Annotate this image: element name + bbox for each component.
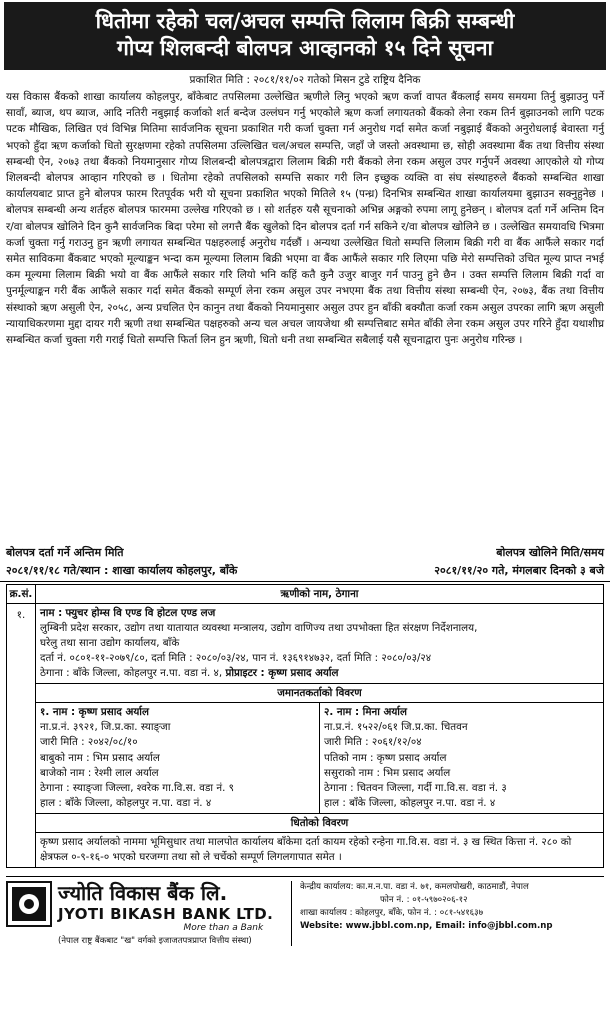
borrower-address-2: घरेलु तथा साना उद्योग कार्यालय, बाँके <box>40 637 180 649</box>
borrower-name: फ्युचर होम्स वि एण्ड वि होटल एण्ड लज <box>65 607 216 619</box>
bank-licence-note: (नेपाल राष्ट्र बैंकबाट "ख" वर्गको इजाजतपत्रप्राप्त वित्तीय संस्था) <box>58 936 252 947</box>
guarantor-2-line-5: ठेगाना : चितवन जिल्ला, गर्दी गा.वि.स. वडा नं. ३ <box>324 782 507 795</box>
opening-date-value: २०८१/११/२० गते, मंगलबार दिनको ३ बजे <box>434 564 604 577</box>
title-line-2: गोप्य शिलबन्दी बोलपत्र आव्हानको १५ दिने सूचना <box>117 36 493 60</box>
bank-tagline: More than a Bank <box>183 923 264 934</box>
guarantor-2-line-1: ना.प्र.नं. १५२२/०६१ जि.प्र.का. चितवन <box>324 721 468 734</box>
borrower-table <box>6 584 604 868</box>
serial-number: १. <box>7 604 36 868</box>
dates-header <box>0 543 610 560</box>
central-office-phone: फोन नं. : ०१-५९७०२०६-१२ <box>380 895 468 906</box>
borrower-address: ठेगाना : बाँके जिल्ला, कोहलपुर न.पा. वडा नं. ४, <box>40 667 223 679</box>
name-label: नाम : <box>40 607 63 619</box>
guarantor-2-line-2: जारी मिति : २०६१/१२/०४ <box>324 736 422 749</box>
registration-deadline-value: २०८१/११/१८ गते/स्थान : शाखा कार्यालय कोहलपुर, बाँके <box>6 564 238 577</box>
borrower-registration: दर्ता नं. ०८०१-११-२०७९/८०, दर्ता मिति : २०८०/०३/२४, पान नं. १३६९१४७३२, दर्ता मिति : २०८०/०३/२४ <box>40 652 432 664</box>
guarantor-1-line-2: जारी मिति : २०४२/०८/१० <box>40 736 138 749</box>
branch-office-label: शाखा कार्यालय : <box>300 908 353 919</box>
guarantor-1-line-4: बाजेको नाम : रेश्मी लाल अर्याल <box>40 766 159 779</box>
branch-office-address: कोहलपुर, बाँके, फोन नं. : ०८१-५४१६३७ <box>355 908 484 919</box>
guarantor-1-line-1: ना.प्र.नं. ३९२१, जि.प्र.का. स्याङ्जा <box>40 721 171 734</box>
dates-values <box>0 560 610 582</box>
borrower-header: ऋणीको नाम, ठेगाना <box>36 585 604 604</box>
footer <box>6 876 604 946</box>
borrower-address-1: लुम्बिनी प्रदेश सरकार, उद्योग तथा यातायात व्यवस्था मन्त्रालय, उद्योग वाणिज्य तथा उपभोक्ता हित संरक्षण निर्देशनालय, <box>40 622 478 634</box>
bank-emblem-icon <box>6 881 52 927</box>
guarantors <box>36 703 603 813</box>
guarantor-1 <box>36 703 320 813</box>
sn-header: क्र.सं. <box>7 585 36 604</box>
opening-date-label: बोलपत्र खोलिने मिति/समय <box>496 546 604 559</box>
guarantors-cell <box>36 703 604 814</box>
guarantor-1-name: १. नाम : कृष्ण प्रसाद अर्याल <box>40 706 149 718</box>
central-office-address: का.म.न.पा. वडा नं. ७१, कमलपोखरी, काठमाडौं, नेपाल <box>356 882 529 893</box>
guarantor-1-line-3: बाबुको नाम : भिम प्रसाद अर्याल <box>40 751 160 764</box>
notice-title <box>4 2 606 70</box>
publication-date: प्रकाशित मिति : २०८१/११/०२ गतेको मिसन टुडे राष्ट्रिय दैनिक <box>189 74 421 86</box>
collateral-details: कृष्ण प्रसाद अर्यालको नाममा भूमिसुधार तथा मालपोत कार्यालय बाँकेमा दर्ता कायम रहेको रन्हेना गा.वि.स. वडा नं. ३ ख स्थित कित्ता नं. २८० को क्षेत्रफल ०-९-१६-० भएको घरजग्गा तथा सो ले चर्चेको सम्पूर्ण लिगलगापात समेत । <box>36 833 604 868</box>
guarantor-2-line-3: पतिको नाम : कृष्ण प्रसाद अर्याल <box>324 751 447 764</box>
bank-logo-block <box>6 881 291 946</box>
website-email: Website: www.jbbl.com.np, Email: info@jbbl.com.np <box>300 921 553 932</box>
office-contacts <box>291 881 604 946</box>
guarantor-2-name: २. नाम : मिना अर्याल <box>324 706 407 718</box>
guarantor-1-line-5: ठेगाना : स्याङ्जा जिल्ला, श्वरेक गा.वि.स. वडा नं. ९ <box>40 782 234 795</box>
central-office-label: केन्द्रीय कार्यालय: <box>300 882 354 893</box>
guarantor-2 <box>320 703 603 813</box>
collateral-header: धितोको विवरण <box>36 814 604 833</box>
guarantor-2-line-4: ससुराको नाम : भिम प्रसाद अर्याल <box>324 766 451 779</box>
guarantor-header: जमानतकर्ताको विवरण <box>36 684 604 703</box>
borrower-info <box>36 604 604 684</box>
notice-body: यस विकास बैंकको शाखा कार्यालय कोहलपुर, बाँकेबाट तपसिलमा उल्लेखित ऋणीले लिनु भएको ऋण कर्जा वापत बैंकलाई समय समयमा तिर्नु बुझाउनु पर्ने सावाँ, ब्याज, थप ब्याज, आदि नतिरी नबुझाई कर्जाको शर्त बन्देज उल्लंघन गर्नु भएकोले ऋण कर्जा लगायतको बैंकको लेना रकम तिर्न बुझाउनको लागि पटक पटक मौखिक, लिखित एवं विभिन्न मितिमा सार्वजनिक सूचना प्रकाशित गरी कर्जा चुक्ता गर्न अनुरोध गर्दा समेत कर्जा नबुझाई बैंकको अनुरोधलाई बेवास्ता गर्नु भएको हुँदा ऋण कर्जाको धितो सुरक्षणमा रहेको तपसिलमा उल्लिखित चल/अचल सम्पत्ति, जहाँ जे जस्तो अवस्थामा छ, सोही अवस्थामा बैंक तथा वित्तीय संस्था सम्बन्धी ऐन, २०७३ तथा बैंकको नियमानुसार गोप्य शिलबन्दी बोलपत्रद्वारा लिलाम बिक्री गरी बैंकको लेना रकम असुल उपर गर्नुपर्ने अवस्था आएकोले यो गोप्य शिलबन्दी बोलपत्र आव्हान गरिएको छ । धितोमा रहेको तपसिलको सम्पत्ति सकार गरी लिन इच्छुक व्यक्ति वा संघ संस्थाहरुले बैंकको सम्बन्धित शाखा कार्यालयबाट प्राप्त हुने बोलपत्र फारम रितपूर्वक भरी यो सूचना प्रकाशित भएको मितिले १५ (पन्ध्र) दिनभित्र सम्बन्धित शाखा कार्यालयमा बुझाउन सक्नुहुनेछ । बोलपत्र सम्बन्धी अन्य शर्तहरु बोलपत्र फारममा उल्लेख गरिएको छ । सो शर्तहरु यसै सूचनाको अभिन्न अङ्गको रुपमा लागू हुनेछन् । बोलपत्र दर्ता गर्ने अन्तिम दिन र/वा बोलपत्र खोलिने दिन कुनै सार्वजनिक बिदा परेमा सो लगत्तै बैंक खुलेको दिन बोलपत्र दर्ता गर्न सकिने र/वा बोलपत्र खोलिने छ । उल्लेखित समयावधि भित्रमा कर्जा चुक्ता गर्नु गराउनु हुन ऋणी लगायत सम्बन्धित पक्षहरुलाई अनुरोध गर्दछौं । अन्यथा उल्लेखित धितो सम्पत्ति लिलाम बिक्री गरी वा बैंक आफैंले सकार गर्दा समेत साविकमा बैंकबाट भएको मूल्याङ्कन भन्दा कम मूल्यमा लिलाम बिक्री भएमा वा बैंक आफैंले सकार गरि लिएमा पछि मेरो सम्पत्तिको उचित मूल्य प्राप्त नभई कम मूल्यमा लिलाम बिक्री भयो वा बैंक आफैंले सकार गरि लियो भनि कहिं कतै कुनै उजुर बाजुर गर्न पाउनु हुने छैन । उक्त सम्पत्ति लिलाम बिक्री गर्दा वा पुनर्मूल्याङ्कन गरी बैंक आफैंले सकार गर्दा समेत बैंकको सम्पूर्ण लेना रकम असुल उपर नभएमा बैंक तथा वित्तीय संस्था सम्बन्धी ऐन, २०७३, बैंक तथा वित्तीय संस्थाको ऋण असुली ऐन, २०५८, अन्य प्रचलित ऐन कानुन तथा बैंकको नियमानुसार असुल उपर हुन बाँकी बक्यौता कर्जा रकम असुल उपरका लागि ऋण असुली न्यायाधिकरणमा मुद्दा दायर गरी ऋणी तथा सम्बन्धित पक्षहरुको अन्य चल अचल जायजेथा श्री सम्पत्तिबाट समेत बाँकी लेना रकम असुल उपर गरिने हुँदा यथाशीघ्र सम्बन्धित कर्जा चुक्ता गरी गराई धितो सम्पत्ति फिर्ता लिन हुन ऋणी, धितो धनी तथा सम्बन्धित सबैलाई यसै सूचनाद्वारा पुनः अनुरोध गरिन्छ । <box>6 91 604 347</box>
bank-name-nepali: ज्योति विकास बैंक लि. <box>58 881 228 906</box>
registration-deadline-label: बोलपत्र दर्ता गर्ने अन्तिम मिति <box>6 546 124 559</box>
guarantor-2-line-6: हाल : बाँके जिल्ला, कोहलपुर न.पा. वडा नं. ४ <box>324 797 496 810</box>
proprietor: प्रोप्राइटर : कृष्ण प्रसाद अर्याल <box>225 667 339 679</box>
guarantor-1-line-6: हाल : बाँके जिल्ला, कोहलपुर न.पा. वडा नं. ४ <box>40 797 212 810</box>
bank-name-english: JYOTI BIKASH BANK LTD. <box>58 905 274 924</box>
title-line-1: धितोमा रहेको चल/अचल सम्पत्ति लिलाम बिक्री सम्बन्धी <box>95 9 515 33</box>
